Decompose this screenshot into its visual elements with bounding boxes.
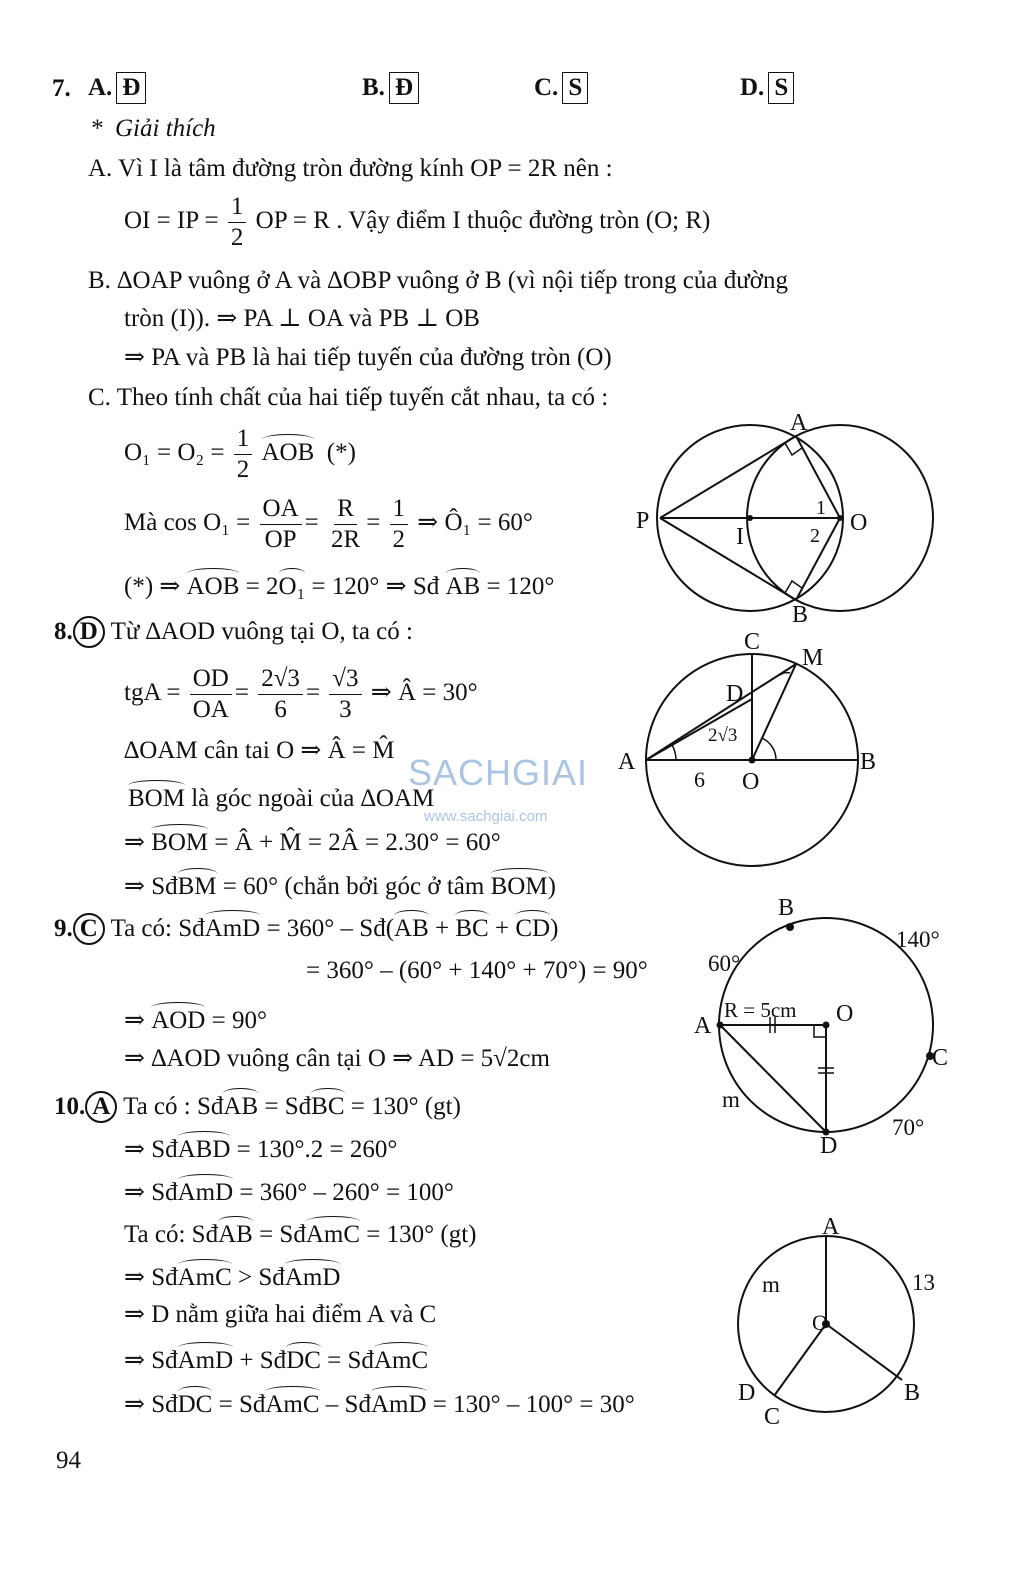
q7-a-line2: OI = IP = $\frac{1}{2}$ OP = R . Vậy điểm I thuộc đường tròn (O; R) bbox=[124, 193, 711, 251]
fig4-label-o: O bbox=[812, 1310, 828, 1335]
q7-choice-b: B. Đ bbox=[362, 72, 419, 104]
q8-line1: 8. D Từ ∆AOD vuông tại O, ta có : bbox=[54, 616, 413, 648]
fig1-label-p: P bbox=[636, 508, 650, 534]
q7-b-line2: tròn (I)). ⇒ PA ⊥ OA và PB ⊥ OB bbox=[124, 305, 480, 332]
watermark-url: www.sachgiai.com bbox=[424, 808, 548, 825]
fig2-label-b: B bbox=[860, 749, 877, 775]
q10-line8: ⇒ SđDC = SđAmC – SđAmD = 130° – 100° = 30° bbox=[124, 1386, 635, 1420]
fig3-label-70: 70° bbox=[892, 1115, 925, 1140]
q9-line1: 9. C Ta có: SđAmD = 360° – Sđ(AB + BC + CD) bbox=[54, 910, 558, 945]
fig3-label-c: C bbox=[932, 1045, 949, 1071]
fig1-label-2: 2 bbox=[810, 525, 820, 547]
figure-semicircle-aod bbox=[610, 625, 890, 875]
q7-b-line1: B. ∆OAP vuông ở A và ∆OBP vuông ở B (vì nội tiếp trong của đường bbox=[88, 267, 788, 294]
q10-line2: ⇒ SđABD = 130°.2 = 260° bbox=[124, 1131, 397, 1165]
q9-line3: ⇒ AOD = 90° bbox=[124, 1002, 267, 1036]
figure-tangents-circle bbox=[630, 410, 950, 630]
fig2-label-a: A bbox=[618, 749, 636, 775]
figure-circle-arcs bbox=[690, 895, 970, 1165]
q7-c-line1: C. Theo tính chất của hai tiếp tuyến cắt nhau, ta có : bbox=[88, 384, 609, 411]
page-number: 94 bbox=[56, 1447, 81, 1474]
fig3-label-140: 140° bbox=[896, 927, 940, 952]
fig2-label-o: O bbox=[742, 769, 760, 795]
fig4-label-a: A bbox=[822, 1214, 840, 1240]
q7-c-line2: O₁ = O₂ = $\frac{1}{2}$ AOB (*) bbox=[124, 425, 356, 483]
fig4-label-13: 13 bbox=[912, 1270, 935, 1295]
q10-line6: ⇒ D nằm giữa hai điểm A và C bbox=[124, 1301, 437, 1328]
fig1-label-a: A bbox=[790, 410, 808, 436]
fig3-label-60: 60° bbox=[708, 951, 741, 976]
fig1-label-o: O bbox=[850, 510, 868, 536]
q7-c-line3: Mà cos O₁ = $\frac{OA}{OP}$ = $\frac{R}{2R}$ = $\frac{1}{2}$ ⇒ Ô₁ = 60° bbox=[124, 495, 533, 553]
fig3-label-d: D bbox=[820, 1133, 838, 1159]
q9-line4: ⇒ ∆AOD vuông cân tại O ⇒ AD = 5√2cm bbox=[124, 1045, 550, 1072]
fraction-half: $\frac{1}{2}$ bbox=[228, 192, 247, 253]
q8-line3: ∆OAM cân tai O ⇒ Â = M̂ bbox=[124, 737, 395, 764]
fig1-label-i: I bbox=[736, 524, 744, 550]
q7-choice-d: D. S bbox=[740, 72, 794, 104]
fig2-label-m: M bbox=[802, 645, 824, 671]
q7-choice-a: A. Đ bbox=[88, 72, 146, 104]
figure-circle-three-radii bbox=[730, 1212, 960, 1432]
fig2-label-2sqrt3: 2√3 bbox=[708, 725, 738, 746]
q7-b-line3: ⇒ PA và PB là hai tiếp tuyến của đường tròn (O) bbox=[124, 344, 612, 371]
q10-line4: Ta có: SđAB = SđAmC = 130° (gt) bbox=[124, 1216, 476, 1250]
fig4-label-d: D bbox=[738, 1380, 756, 1406]
q7-explain-title: * Giải thích bbox=[90, 115, 216, 142]
q8-line5: ⇒ BOM = Â + M̂ = 2Â = 2.30° = 60° bbox=[124, 824, 501, 858]
q7-choice-c: C. S bbox=[534, 72, 588, 104]
q10-line1: 10. A Ta có : SđAB = SđBC = 130° (gt) bbox=[54, 1088, 461, 1123]
q7-number: 7. bbox=[52, 75, 71, 102]
q10-line3: ⇒ SđAmD = 360° – 260° = 100° bbox=[124, 1174, 454, 1208]
fig1-label-1: 1 bbox=[816, 497, 826, 519]
q8-line2: tgA = $\frac{OD}{OA}$ = $\frac{2√3}{6}$ = $\frac{√3}{3}$ ⇒ Â = 30° bbox=[124, 665, 478, 723]
q7-a-line1: A. Vì I là tâm đường tròn đường kính OP = 2R nên : bbox=[88, 155, 613, 182]
q10-line7: ⇒ SđAmD + SđDC = SđAmC bbox=[124, 1342, 428, 1376]
fig2-label-6: 6 bbox=[694, 767, 705, 792]
q10-line5: ⇒ SđAmC > SđAmD bbox=[124, 1259, 340, 1293]
fig2-label-d: D bbox=[726, 681, 744, 707]
fig3-label-o: O bbox=[836, 1001, 854, 1027]
watermark-brand: SACHGIAI bbox=[408, 752, 589, 793]
q8-line4: BOM là góc ngoài của ∆OAM bbox=[128, 780, 434, 814]
fig2-label-c: C bbox=[744, 629, 761, 655]
fig3-label-a: A bbox=[694, 1013, 712, 1039]
fig3-label-m: m bbox=[722, 1087, 740, 1112]
fig1-label-b: B bbox=[792, 602, 809, 628]
q8-line6: ⇒ SđBM = 60° (chắn bởi góc ở tâm BOM) bbox=[124, 868, 556, 902]
fig3-label-b: B bbox=[778, 895, 795, 921]
q9-line2: = 360° – (60° + 140° + 70°) = 90° bbox=[306, 957, 648, 984]
fig3-label-r: R = 5cm bbox=[724, 998, 797, 1022]
fig4-label-c: C bbox=[764, 1404, 781, 1430]
q7-c-line4: (*) ⇒ AOB = 2O₁ = 120° ⇒ Sđ AB = 120° bbox=[124, 568, 554, 602]
fig4-label-m: m bbox=[762, 1272, 780, 1297]
fig4-label-b: B bbox=[904, 1380, 921, 1406]
